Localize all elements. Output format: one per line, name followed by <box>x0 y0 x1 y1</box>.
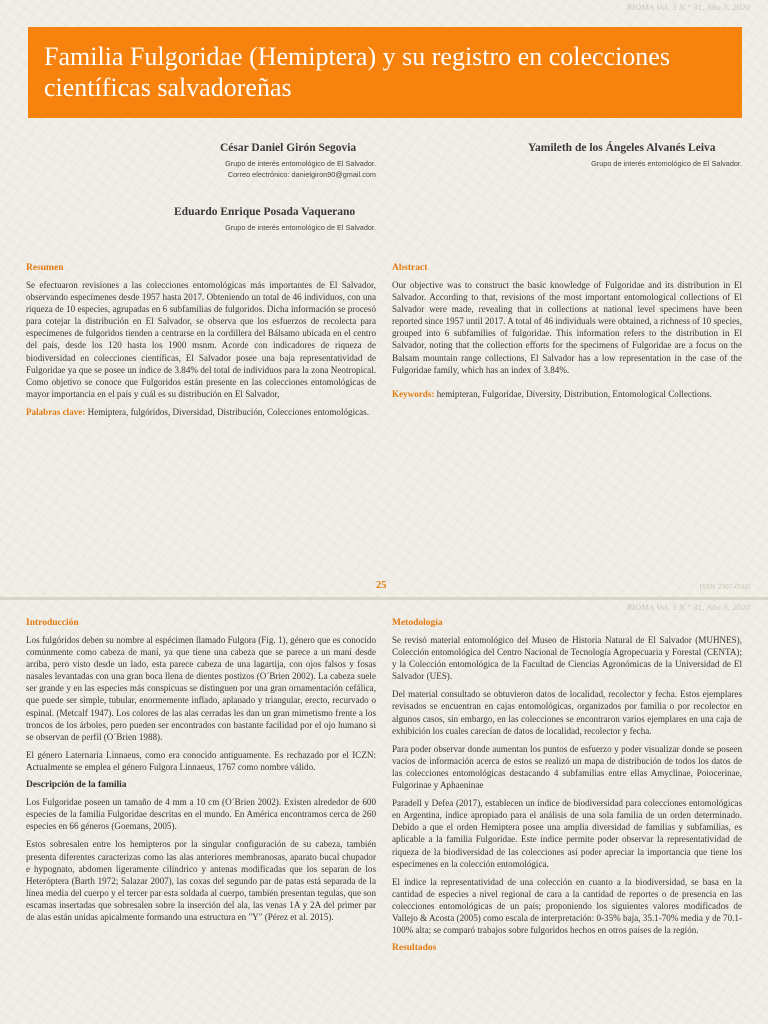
resumen-heading: Resumen <box>26 263 64 273</box>
keywords-label: Palabras clave: <box>26 406 86 417</box>
article-title: Familia Fulgoridae (Hemiptera) y su registro en colecciones científicas salvadoreñas <box>44 42 670 102</box>
metodologia-heading: Metodología <box>392 618 443 628</box>
author-affiliation-3: Grupo de interés entomológico de El Salvador. <box>225 223 376 232</box>
running-head: BIOMA Vol. 3 N.° 31, Año 3, 2020 <box>626 2 750 12</box>
author-affiliation-2: Grupo de interés entomológico de El Salvador. <box>591 159 742 168</box>
keywords-list: Hemiptera, fulgóridos, Diversidad, Distribución, Colecciones entomológicas. <box>87 406 369 417</box>
method-paragraph: Para poder observar donde aumentan los puntos de esfuerzo y poder visualizar donde se poseen vacíos de información acerca de estos se realizó un mapa de distribución de todos los datos de las colecciones entomológicas destacando 4 subfamilias entre ellas Amyclinae, Poiocerinae, Fulgorinae y Aphaeninae <box>392 743 742 791</box>
introduccion-heading: Introducción <box>26 618 79 628</box>
title-banner <box>28 27 742 118</box>
introduccion-body <box>26 634 376 929</box>
method-paragraph: Se revisó material entomológico del Museo de Historia Natural de El Salvador (MUHNES), Colección entomológica del Centro Nacional de Tecnología Agropecuaria y Forestal (CENTA); y la Colección entomológica de la Facultad de Ciencias Agronómicas de la Universidad de El Salvador (UES). <box>392 635 742 682</box>
author-email-1[interactable]: Correo electrónico: danielgiron90@gmail.com <box>227 170 376 179</box>
resumen-text: Se efectuaron revisiones a las colecciones entomológicas más importantes de El Salvador, observando especímenes desde 1957 hasta 2017. Obteniendo un total de 46 individuos, con una riqueza de 10 especies, agrupadas en 6 subfamilias de fulgoridos. Dicha información se procesó para cotejar la distribución en El Salvador, se observa que los esfuerzos de recolecta para especímenes de fulgoridos tienden a centrarse en la cordillera del Bálsamo ubicada en el centro del país, desde los 120 hasta los 1900 msnm. Acorde con indicadores de riqueza de biodiversidad en colecciones científicas, El Salvador posee una baja representatividad de Fulgoridae ya que se posee un índice de 3.84% del total de individuos para la zona Neotropical. Como objetivo se conoce que Fulgoridos están presente en las colecciones entomológicas de mayor importancia en el país y cuál es su distribución en El Salvador, <box>26 280 376 399</box>
keywords-label: Keywords: <box>392 388 435 399</box>
abstract-keywords <box>392 388 742 400</box>
family-description-subheading: Descripción de la familia <box>26 780 127 791</box>
author-affiliation-1: Grupo de interés entomológico de El Salvador. <box>225 159 376 168</box>
resumen-body <box>26 279 376 424</box>
issn: ISSN 2307-0560 <box>699 582 750 591</box>
abstract-heading: Abstract <box>392 263 428 273</box>
author-name-3: Eduardo Enrique Posada Vaquerano <box>174 206 356 218</box>
family-paragraph: Estos sobresalen entre los hemipteros por la singular configuración de su cabeza, también presenta diferentes caracterizas como las alas anteriores membranosas, aparato bucal chupador e hypognato, abdomen ligeramente cilíndrico y antenas modificadas que los separan de los Heteróptera (Barth 1972; Salazar 2007), las coxas del segundo par de patas está separada de la línea media del cuerpo y el tercer par esta soldada al cuerpo, también presentan tegulas, que son escamas insertadas que sobresalen sobre la inserción del ala, las venas 1A y 2A del primer par de alas están unidas apicalmente formando una estructura en "Y" (Pérez et al. 2015). <box>26 839 376 922</box>
metodologia-body <box>392 634 742 954</box>
resumen-keywords <box>26 406 376 418</box>
keywords-list: hemipteran, Fulgoridae, Diversity, Distribution, Entomological Collections. <box>436 388 712 399</box>
intro-paragraph: El género Laternaria Linnaeus, como era conocido antiguamente. Es rechazado por el ICZN: Actualmente se emplea el género Fulgora Linnaeus, 1767 como nombre válido. <box>26 749 376 772</box>
author-name-1: César Daniel Girón Segovia <box>220 142 357 154</box>
family-paragraph: Los Fulgoridae poseen un tamaño de 4 mm a 10 cm (O´Brien 2002). Existen alrededor de 600 especies de la familia Fulgoridae descritas en el mundo. En América encontramos cerca de 260 especies en 66 géneros (Goemans, 2005). <box>26 797 376 832</box>
abstract-body <box>392 279 742 406</box>
abstract-text: Our objective was to construct the basic knowledge of Fulgoridae and its distribution in El Salvador. According to that, revisions of the most important entomological collections of El Salvador were made, revealing that in collections at national level specimens have been reported since 1957 until 2017. A total of 46 individuals were obtained, a richness of 10 species, grouped into 6 subfamilies of fulgoridae. This information refers to the distribution in El Salvador, noting that the collection efforts for the specimens of Fulgoridae are a focus on the Balsam mountain range collections, El Salvador has a low representation in the case of the Fulgoridae family, which has an index of 3.84%. <box>392 280 742 375</box>
method-paragraph: El índice la representatividad de una colección en cuanto a la biodiversidad, se basa en la cantidad de especies a nivel regional de cara a la cantidad de reportes o de presencia en las colecciones entomológicas de un país; proponiendo los siguientes valores modificados de Vallejo & Acosta (2005) como escala de interpretación: 0-35% baja, 35.1-70% media y de 70.1-100% alta; se comparó trabajos sobre fulgoridos hechos en otros países de la región. <box>392 876 742 936</box>
method-paragraph: Paradell y Defea (2017), establecen un índice de biodiversidad para colecciones entomológicas en Argentina, índice apropiado para el análisis de una sola familia de un orden determinado. Debido a que el orden Hemiptera posee una amplia diversidad de familias y subfamilias, es aplicable a la familia Fulgoridae. Este índice permite poder observar la representatividad de riqueza de la biodiversidad de las colecciones así poder apreciar la importancia que tiene los especímenes en la colección entomológica. <box>392 798 742 869</box>
journal-page-26 <box>0 600 768 1024</box>
resultados-heading: Resultados <box>392 943 437 954</box>
intro-paragraph: Los fulgóridos deben su nombre al espécimen llamado Fulgora (Fig. 1), género que es conocido comúnmente como cabeza de maní, ya que tiene una cabeza que se parece a un maní desde arriba, pero visto desde un lado, esta parece cabeza de una lagartija, con ojos falsos y fosas nasales levantadas con una gran boca llena de dientes postizos (O´Brien 2002). La cabeza suele ser grande y en las especies más conspicuas se distinguen por una gran ornamentación cefálica, que puede ser simple, tubular, enormemente inflado, aplanado y triangular, erecto, recurvado o espinal. (Metcalf 1947). Los colores de las alas cerradas les dan un gran mimetismo frente a los troncos de los árboles, pero pueden ser encontrados con bastante facilidad por el ojo humano si se observan de perfil (O´Brien 1988). <box>26 635 376 742</box>
author-name-2: Yamileth de los Ángeles Alvanés Leiva <box>528 142 716 154</box>
method-paragraph: Del material consultado se obtuvieron datos de localidad, recolector y fecha. Estos ejemplares revisados se encuentran en cajas entomológicas, organizados por familia o por recolector en algunos casos, sin embargo, en las colecciones se encontraron varios ejemplares en una caja de exhibición los cuales carecían de datos de localidad, recolector y fecha. <box>392 689 742 736</box>
page-number: 25 <box>376 580 387 591</box>
running-head: BIOMA Vol. 3 N.° 31, Año 3, 2020 <box>626 602 750 612</box>
